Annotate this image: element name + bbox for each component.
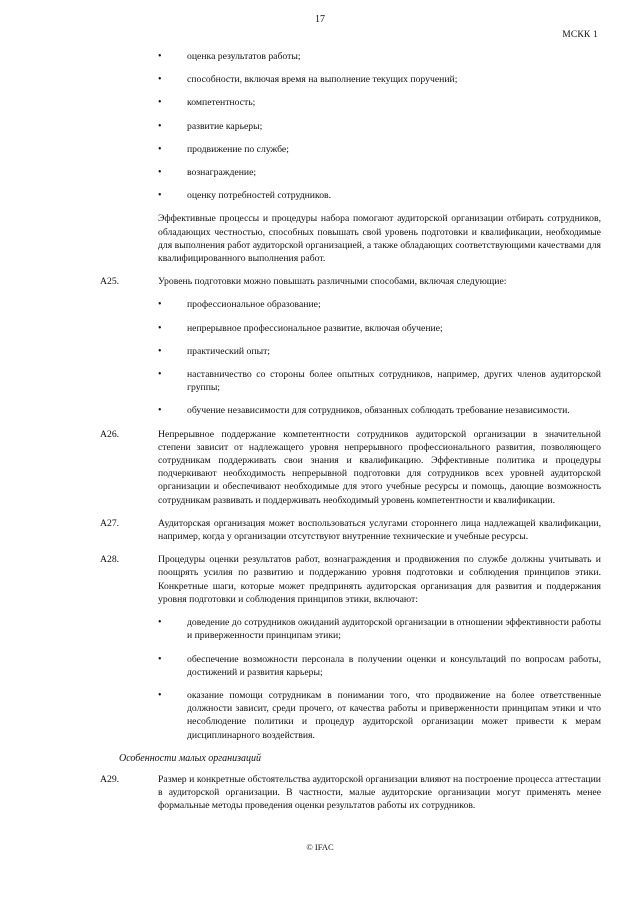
- bullet-icon: •: [158, 617, 162, 629]
- list-item: • оценку потребностей сотрудников.: [158, 190, 332, 202]
- bullet-list-appraisal: [125, 50, 601, 202]
- paragraph-text: Процедуры оценки результатов работ, вознаграждения и продвижения по службе должны учитывать и поощрять усилия по развитию и поддержанию уровня подготовки и соблюдения принципов этики. Конкретные шаги, которые может предпринять аудиторская организация для развития и поддержания уровня подготовки и соблюдения принципов этики, включают:: [158, 554, 601, 605]
- list-item: • доведение до сотрудников ожиданий аудиторской организации в отношении эффективности работы и приверженности принципам этики;: [158, 617, 601, 642]
- list-item: • непрерывное профессиональное развитие, включая обучение;: [158, 322, 443, 334]
- standard-id: МСКК 1: [562, 30, 598, 40]
- paragraph-text: Уровень подготовки можно повышать различными способами, включая следующие:: [158, 276, 507, 288]
- bullet-list-a28: [125, 616, 601, 742]
- bullet-icon: •: [158, 345, 162, 357]
- paragraph-number: A25.: [100, 276, 120, 288]
- list-item: • наставничество со стороны более опытных сотрудников, например, других членов аудиторской группы;: [158, 369, 601, 394]
- paragraph-text: Аудиторская организация может воспользоваться услугами стороннего лица надлежащей квалификации, например, когда у организации отсутствуют внутренние технические и учебные ресурсы.: [158, 517, 601, 543]
- paragraph-number: A26.: [100, 428, 120, 440]
- paragraph-number: A28.: [100, 554, 120, 566]
- list-item: • обеспечение возможности персонала в получении оценки и консультаций по вопросам работы, достижений и развития карьеры;: [158, 653, 601, 678]
- list-item: • профессиональное образование;: [158, 299, 321, 311]
- paragraph-a27: [100, 517, 601, 543]
- page-number: 17: [315, 14, 325, 25]
- paragraph-number: A29.: [100, 773, 120, 785]
- list-item: • оценка результатов работы;: [158, 51, 301, 62]
- bullet-icon: •: [158, 190, 162, 202]
- bullet-icon: •: [158, 120, 162, 132]
- paragraph-a25: [100, 275, 601, 288]
- list-item: • обучение независимости для сотрудников, обязанных соблюдать требование независимости.: [158, 405, 570, 417]
- bullet-icon: •: [158, 653, 162, 665]
- paragraph-number: A27.: [100, 517, 120, 529]
- bullet-icon: •: [158, 369, 162, 381]
- paragraph-a26: [100, 428, 601, 507]
- paragraph-a29: [100, 773, 601, 813]
- bullet-icon: •: [158, 74, 162, 86]
- intro-paragraph: Эффективные процессы и процедуры набора помогают аудиторской организации отбирать сотрудников, обладающих честностью, способных повышать свой уровень подготовки и квалификации, необходимые для выполнения работ аудиторской организацией, а также обладающих соответствующими качествами для квалифицированного выполнения работ.: [158, 213, 601, 265]
- bullet-icon: •: [158, 167, 162, 179]
- list-item: • практический опыт;: [158, 345, 270, 357]
- bullet-icon: •: [158, 405, 162, 417]
- bullet-icon: •: [158, 689, 162, 701]
- list-item: • продвижение по службе;: [158, 143, 289, 155]
- bullet-icon: •: [158, 299, 162, 311]
- list-item: • вознаграждение;: [158, 167, 257, 179]
- list-item: • развитие карьеры;: [158, 120, 263, 132]
- paragraph-text: Размер и конкретные обстоятельства аудиторской организации влияют на построение процесса аттестации в аудиторской организации. В частности, малые аудиторские организации могут применять менее формальные методы проведения оценки результатов работы их сотрудников.: [158, 773, 601, 812]
- list-item: • способности, включая время на выполнение текущих поручений;: [158, 74, 458, 86]
- bullet-icon: •: [158, 97, 162, 109]
- bullet-list-a25: [125, 298, 601, 417]
- list-item: • оказание помощи сотрудникам в понимании того, что продвижение на более ответственные должности зависит, среди прочего, от качества работы и приверженности принципам этики и что несоблюдение политики и процедур аудиторской организации может привести к мерам дисциплинарного воздействия.: [158, 689, 601, 741]
- footer-copyright: © IFAC: [306, 842, 334, 852]
- paragraph-a28: [100, 553, 601, 606]
- paragraph-text: Непрерывное поддержание компетентности сотрудников аудиторской организации в значительной степени зависит от надлежащего уровня непрерывного профессионального развития, позволяющего сотрудникам поддерживать свои знания и квалификацию. Эффективные политика и процедуры подчеркивают необходимость непрерывной подготовки для сотрудников всех уровней аудиторской организации и обеспечивают необходимые для этого учебные ресурсы и помощь, дающие возможность сотрудникам развивать и поддерживать необходимый уровень компетентности и квалификации.: [158, 428, 601, 506]
- list-item: • компетентность;: [158, 97, 256, 109]
- section-subheading: Особенности малых организаций: [119, 752, 262, 764]
- bullet-icon: •: [158, 143, 162, 155]
- bullet-icon: •: [158, 322, 162, 334]
- document-body: [100, 50, 601, 823]
- bullet-icon: •: [158, 51, 162, 62]
